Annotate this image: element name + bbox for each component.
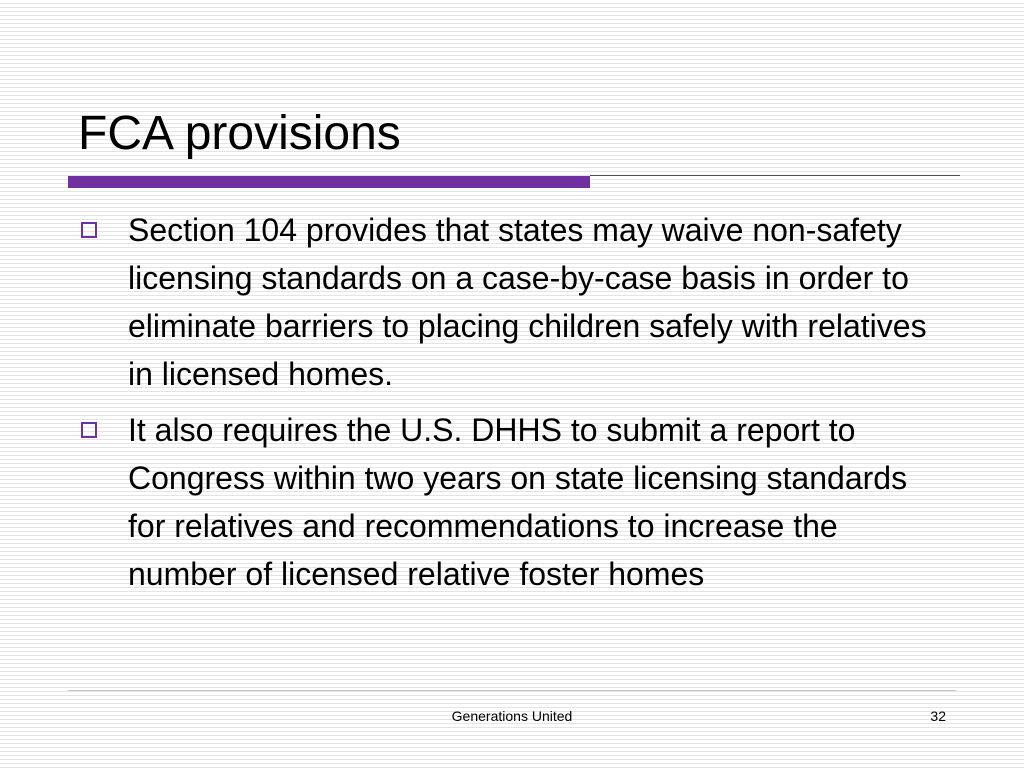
title-underline-thin: [590, 175, 960, 176]
bullet-item: [78, 206, 928, 398]
title-underline-thick: [68, 176, 590, 188]
bullet-list: [78, 206, 928, 606]
page-number: 32: [930, 708, 946, 724]
footer-text: Generations United: [451, 708, 573, 724]
footer-divider: [68, 690, 956, 691]
bullet-text: It also requires the U.S. DHHS to submit a report to Congress within two years on state licensing standards for relatives and recommendations to increase the number of licensed relative foster homes: [128, 412, 908, 592]
bullet-text: Section 104 provides that states may waive non-safety licensing standards on a case-by-case basis in order to eliminate barriers to placing children safely with relatives in licensed homes.: [128, 212, 927, 392]
slide-title: FCA provisions: [78, 107, 401, 160]
bullet-item: [78, 406, 928, 598]
hollow-square-bullet-icon: [81, 222, 97, 238]
hollow-square-bullet-icon: [81, 422, 97, 438]
